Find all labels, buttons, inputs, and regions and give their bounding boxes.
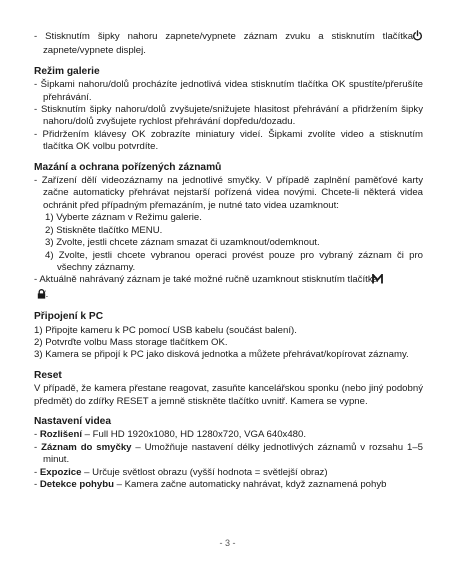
m-button-icon — [381, 274, 383, 288]
setting-label: Rozlišení — [39, 429, 82, 441]
manual-lock-paragraph — [34, 274, 423, 303]
video-setting-item: - Záznam do smyčky – Umožňuje nastavení délky jednotlivých záznamů v rozsahu 1–5 minut. — [34, 441, 423, 466]
manual-lock-text: - Aktuálně nahrávaný záznam je také možné ručně uzamknout stisknutím tlačítka — [34, 274, 378, 286]
reset-text: V případě, že kamera přestane reagovat, zasuňte kancelářskou sponku (nebo jiný podobný předmět) do zdířky RESET a jemně stiskněte tlačítko uvnitř. Kamera se vypne. — [34, 383, 423, 407]
intro-text: - Stisknutím šipky nahoru zapnete/vypnete záznam zvuku a stisknutím tlačítka — [34, 31, 414, 42]
power-icon — [421, 30, 423, 45]
pc-step: 3) Kamera se připojí k PC jako disková jednotka a můžete přehrávat/kopírovat záznamy. — [34, 349, 409, 361]
deletion-heading: Mazání a ochrana pořízených záznamů — [34, 161, 222, 173]
deletion-step: 1) Vyberte záznam v Režimu galerie. — [45, 212, 202, 224]
intro-paragraph — [34, 30, 423, 58]
pc-step: 2) Potvrďte volbu Mass storage tlačítkem OK. — [34, 336, 228, 348]
setting-text: – Umožňuje nastavení délky jednotlivých záznamů v rozsahu 1–5 minut. — [43, 441, 423, 466]
setting-text: – Full HD 1920x1080, HD 1280x720, VGA 640x480. — [82, 429, 306, 441]
setting-text: – Kamera začne automaticky nahrávat, když zaznamená pohyb — [113, 479, 387, 490]
gallery-item: - Stisknutím šipky nahoru/dolů zvyšujete/snižujete hlasitost přehrávání a přidržením šipky nahoru/dolů zvyšujete rychlost přehrávání dopředu/dozadu. — [34, 104, 423, 128]
sentence-end: . — [45, 288, 49, 300]
deletion-step: 4) Zvolte, jestli chcete vybranou operaci provést pouze pro vybraný záznam či pro všechny záznamy. — [45, 249, 423, 273]
setting-label: Záznam do smyčky — [41, 441, 132, 453]
setting-label: Expozice — [39, 466, 82, 478]
deletion-step: 2) Stiskněte tlačítko MENU. — [45, 224, 163, 236]
video-setting-item: - Rozlišení – Full HD 1920x1080, HD 1280x720, VGA 640x480. — [34, 429, 306, 441]
reset-heading: Reset — [34, 369, 62, 381]
pc-heading: Připojení k PC — [34, 311, 104, 323]
video-settings-heading: Nastavení videa — [34, 415, 112, 427]
deletion-intro: - Zařízení dělí videozáznamy na jednotlivé smyčky. V případě zaplnění paměťové karty začne automaticky přehrávat nejstarší pořízená videa novými. Chcete-li některá videa ochránit před případným přemazáním, je nutné tato videa uzamknout: — [34, 175, 423, 211]
video-setting-item: - Detekce pohybu – Kamera začne automaticky nahrávat, když zaznamená pohyb — [34, 479, 387, 490]
setting-label: Detekce pohybu — [39, 479, 114, 490]
video-setting-item: - Expozice – Určuje světlost obrazu (vyšší hodnota = světlejší obraz) — [34, 466, 328, 478]
gallery-item: - Šipkami nahoru/dolů procházíte jednotlivá videa stisknutím tlačítka OK spustíte/přerušíte přehrávání. — [34, 79, 423, 103]
intro-text-end: zapnete/vypnete displej. — [43, 45, 146, 57]
deletion-step: 3) Zvolte, jestli chcete záznam smazat či uzamknout/odemknout. — [45, 237, 320, 249]
page-number: - 3 - — [219, 538, 236, 548]
gallery-item: - Přidržením klávesy OK zobrazíte miniatury videí. Šipkami zvolíte video a stisknutím tlačítka OK volbu potvrdíte. — [34, 128, 423, 153]
pc-step: 1) Připojte kameru k PC pomocí USB kabelu (součást balení). — [34, 324, 297, 336]
gallery-heading: Režim galerie — [34, 65, 100, 77]
page-content — [34, 30, 423, 491]
setting-text: – Určuje světlost obrazu (vyšší hodnota = světlejší obraz) — [81, 466, 328, 478]
